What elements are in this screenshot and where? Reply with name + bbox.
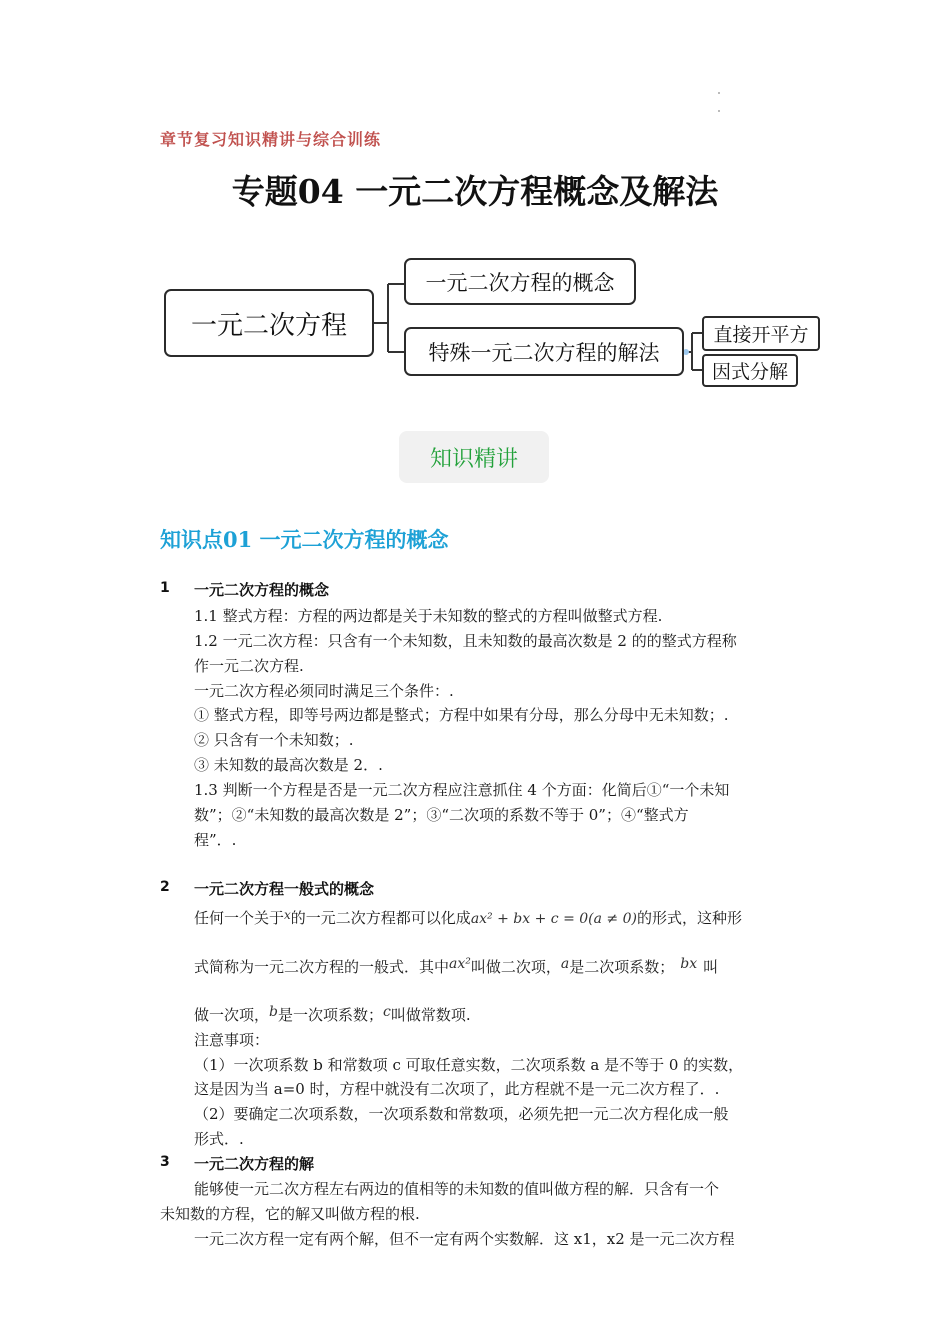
text-span: 做一次项， bbox=[194, 1006, 270, 1024]
text-line-general-form bbox=[194, 907, 742, 928]
mindmap-leaf-factoring: 因式分解 bbox=[702, 354, 798, 387]
mindmap-leaf-square-root: 直接开平方 bbox=[702, 316, 820, 351]
text-line: （2）要确定二次项系数，一次项系数和常数项，必须先把一元二次方程化成一般 bbox=[194, 1105, 729, 1123]
text-span: 式简称为一元二次方程的一般式．其中 bbox=[194, 958, 450, 976]
text-line: （1）一次项系数 b 和常数项 c 可取任意实数，二次项系数 a 是不等于 0 的实数， bbox=[194, 1056, 744, 1074]
text-span: 叫做常数项. bbox=[390, 1006, 471, 1024]
text-line: 能够使一元二次方程左右两边的值相等的未知数的值叫做方程的解．只含有一个 bbox=[194, 1180, 720, 1198]
text-line: ① 整式方程，即等号两边都是整式；方程中如果有分母，那么分母中无未知数；. bbox=[194, 706, 729, 724]
section-number: 2 bbox=[160, 879, 170, 895]
page-title: 专题04 一元二次方程概念及解法 bbox=[231, 172, 719, 211]
math-variable: a bbox=[560, 956, 570, 972]
section-pill: 知识精讲 bbox=[399, 431, 549, 483]
math-term: bx bbox=[680, 956, 698, 972]
text-line: 1.1 整式方程：方程的两边都是关于未知数的整式的方程叫做整式方程. bbox=[194, 607, 663, 625]
text-line: 一元二次方程一定有两个解，但不一定有两个实数解．这 x1，x2 是一元二次方程 bbox=[194, 1230, 735, 1248]
text-span: 是二次项系数； bbox=[569, 958, 675, 976]
mindmap-branch-concept: 一元二次方程的概念 bbox=[404, 258, 636, 305]
text-line: 未知数的方程，它的解又叫做方程的根. bbox=[160, 1205, 420, 1223]
section-number: 1 bbox=[160, 580, 170, 596]
text-span: 是一次项系数； bbox=[277, 1006, 383, 1024]
text-span: 任何一个关于 bbox=[194, 909, 285, 927]
text-line: 这是因为当 a=0 时，方程中就没有二次项了，此方程就不是一元二次方程了．. bbox=[194, 1080, 720, 1098]
section-title: 一元二次方程的概念 bbox=[194, 581, 330, 599]
text-line: 形式．. bbox=[194, 1130, 244, 1148]
mindmap-branch-solutions: 特殊一元二次方程的解法 bbox=[404, 327, 684, 376]
text-span: 叫做二次项， bbox=[470, 958, 561, 976]
math-term: ax² bbox=[449, 956, 471, 972]
math-variable: b bbox=[269, 1004, 278, 1020]
mindmap-root: 一元二次方程 bbox=[164, 289, 374, 357]
math-variable: c bbox=[383, 1004, 391, 1020]
text-line: ② 只含有一个未知数；. bbox=[194, 731, 354, 749]
series-label: 章节复习知识精讲与综合训练 bbox=[160, 130, 382, 149]
text-span: 叫 bbox=[703, 958, 719, 976]
text-line: 1.2 一元二次方程：只含有一个未知数，且未知数的最高次数是 2 的的整式方程称 bbox=[194, 632, 737, 650]
text-span: 的形式，这种形 bbox=[636, 909, 742, 927]
text-line: ③ 未知数的最高次数是 2．. bbox=[194, 756, 383, 774]
text-span: 的一元二次方程都可以化成 bbox=[290, 909, 471, 927]
math-formula: ax² + bx + c = 0(a ≠ 0) bbox=[470, 911, 637, 927]
notes-title: 注意事项： bbox=[194, 1031, 270, 1049]
section-title: 一元二次方程的解 bbox=[194, 1155, 315, 1173]
text-line: 1.3 判断一个方程是否是一元二次方程应注意抓住 4 个方面：化简后①“一个未知 bbox=[194, 781, 730, 799]
text-line: 作一元二次方程. bbox=[194, 657, 304, 675]
text-line-general-form bbox=[194, 956, 718, 977]
section-title: 一元二次方程一般式的概念 bbox=[194, 880, 375, 898]
section-number: 3 bbox=[160, 1154, 170, 1170]
math-variable: x bbox=[284, 908, 291, 922]
knowledge-point-heading: 知识点01 一元二次方程的概念 bbox=[160, 527, 449, 552]
text-line: 数”；②“未知数的最高次数是 2”；③“二次项的系数不等于 0”；④“整式方 bbox=[194, 806, 689, 824]
text-line-general-form bbox=[194, 1004, 471, 1025]
text-line: 一元二次方程必须同时满足三个条件：. bbox=[194, 682, 454, 700]
text-line: 程”．. bbox=[194, 831, 237, 849]
